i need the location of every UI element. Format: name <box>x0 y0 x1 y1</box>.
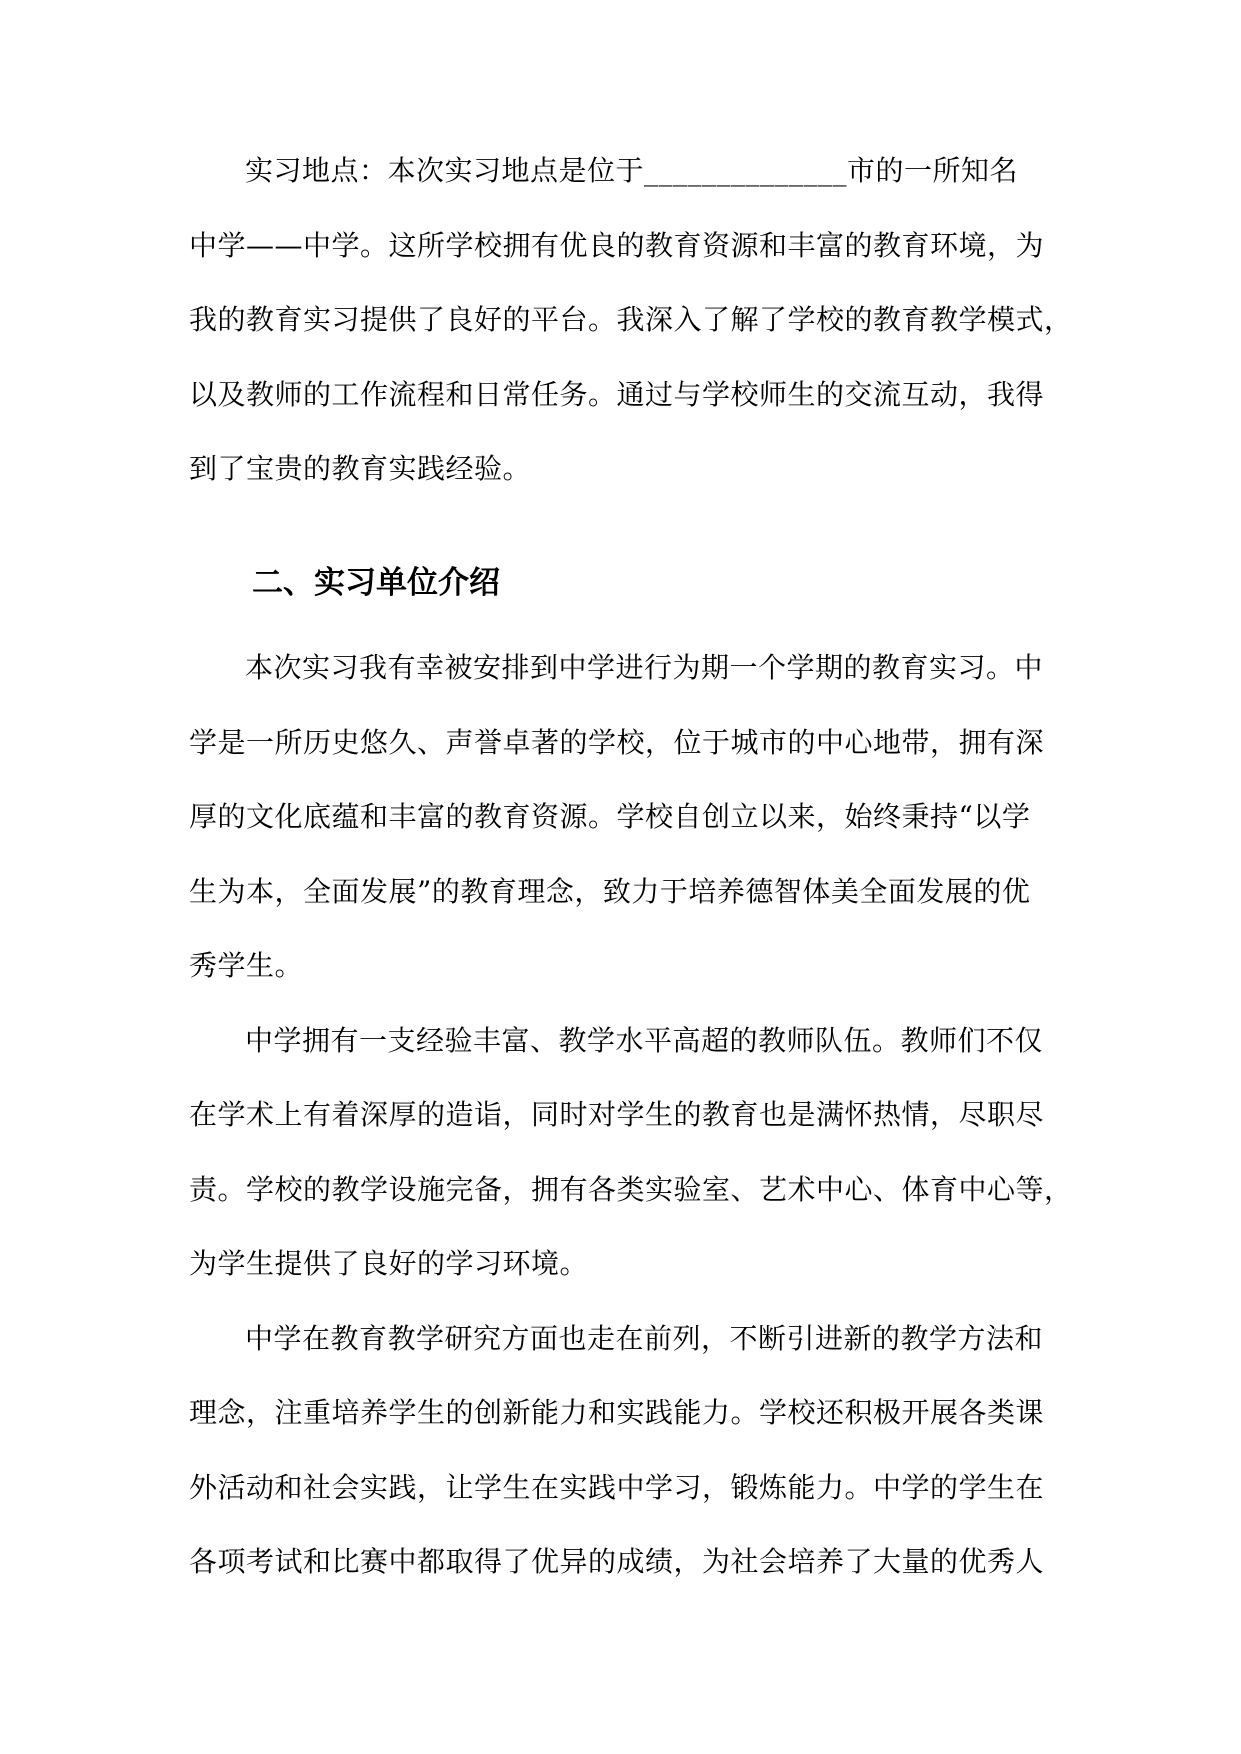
paragraph-line: 中学在教育教学研究方面也走在前列，不断引进新的教学方法和 <box>245 1322 1044 1355</box>
paragraph-line: 以及教师的工作流程和日常任务。通过与学校师生的交流互动，我得 <box>189 378 1045 411</box>
paragraph-line: 到了宝贵的教育实践经验。 <box>189 452 532 485</box>
paragraph-line: 学是一所历史悠久、声誉卓著的学校，位于城市的中心地带，拥有深 <box>189 726 1045 759</box>
paragraph-line: 中学拥有一支经验丰富、教学水平高超的教师队伍。教师们不仅 <box>245 1024 1044 1057</box>
paragraph-line: 在学术上有着深厚的造诣，同时对学生的教育也是满怀热情，尽职尽 <box>189 1098 1045 1131</box>
paragraph-line: 各项考试和比赛中都取得了优异的成绩，为社会培养了大量的优秀人 <box>189 1545 1045 1578</box>
paragraph-line: 生为本，全面发展”的教育理念，致力于培养德智体美全面发展的优 <box>189 875 1031 908</box>
section-heading: 二、实习单位介绍 <box>252 565 500 601</box>
paragraph-line: 本次实习我有幸被安排到中学进行为期一个学期的教育实习。中 <box>245 651 1044 684</box>
paragraph-line: 我的教育实习提供了良好的平台。我深入了解了学校的教育教学模式， <box>189 303 1073 336</box>
paragraph-line: 秀学生。 <box>189 949 304 982</box>
paragraph-line: 责。学校的教学设施完备，拥有各类实验室、艺术中心、体育中心等， <box>189 1173 1073 1206</box>
paragraph-line: 外活动和社会实践，让学生在实践中学习，锻炼能力。中学的学生在 <box>189 1471 1045 1504</box>
paragraph-line: 实习地点：本次实习地点是位于______________市的一所知名 <box>245 154 1019 187</box>
paragraph-line: 为学生提供了良好的学习环境。 <box>189 1247 589 1280</box>
paragraph-line: 中学——中学。这所学校拥有优良的教育资源和丰富的教育环境，为 <box>189 229 1045 262</box>
paragraph-line: 理念，注重培养学生的创新能力和实践能力。学校还积极开展各类课 <box>189 1396 1045 1429</box>
paragraph-line: 厚的文化底蕴和丰富的教育资源。学校自创立以来，始终秉持“以学 <box>189 800 1031 833</box>
